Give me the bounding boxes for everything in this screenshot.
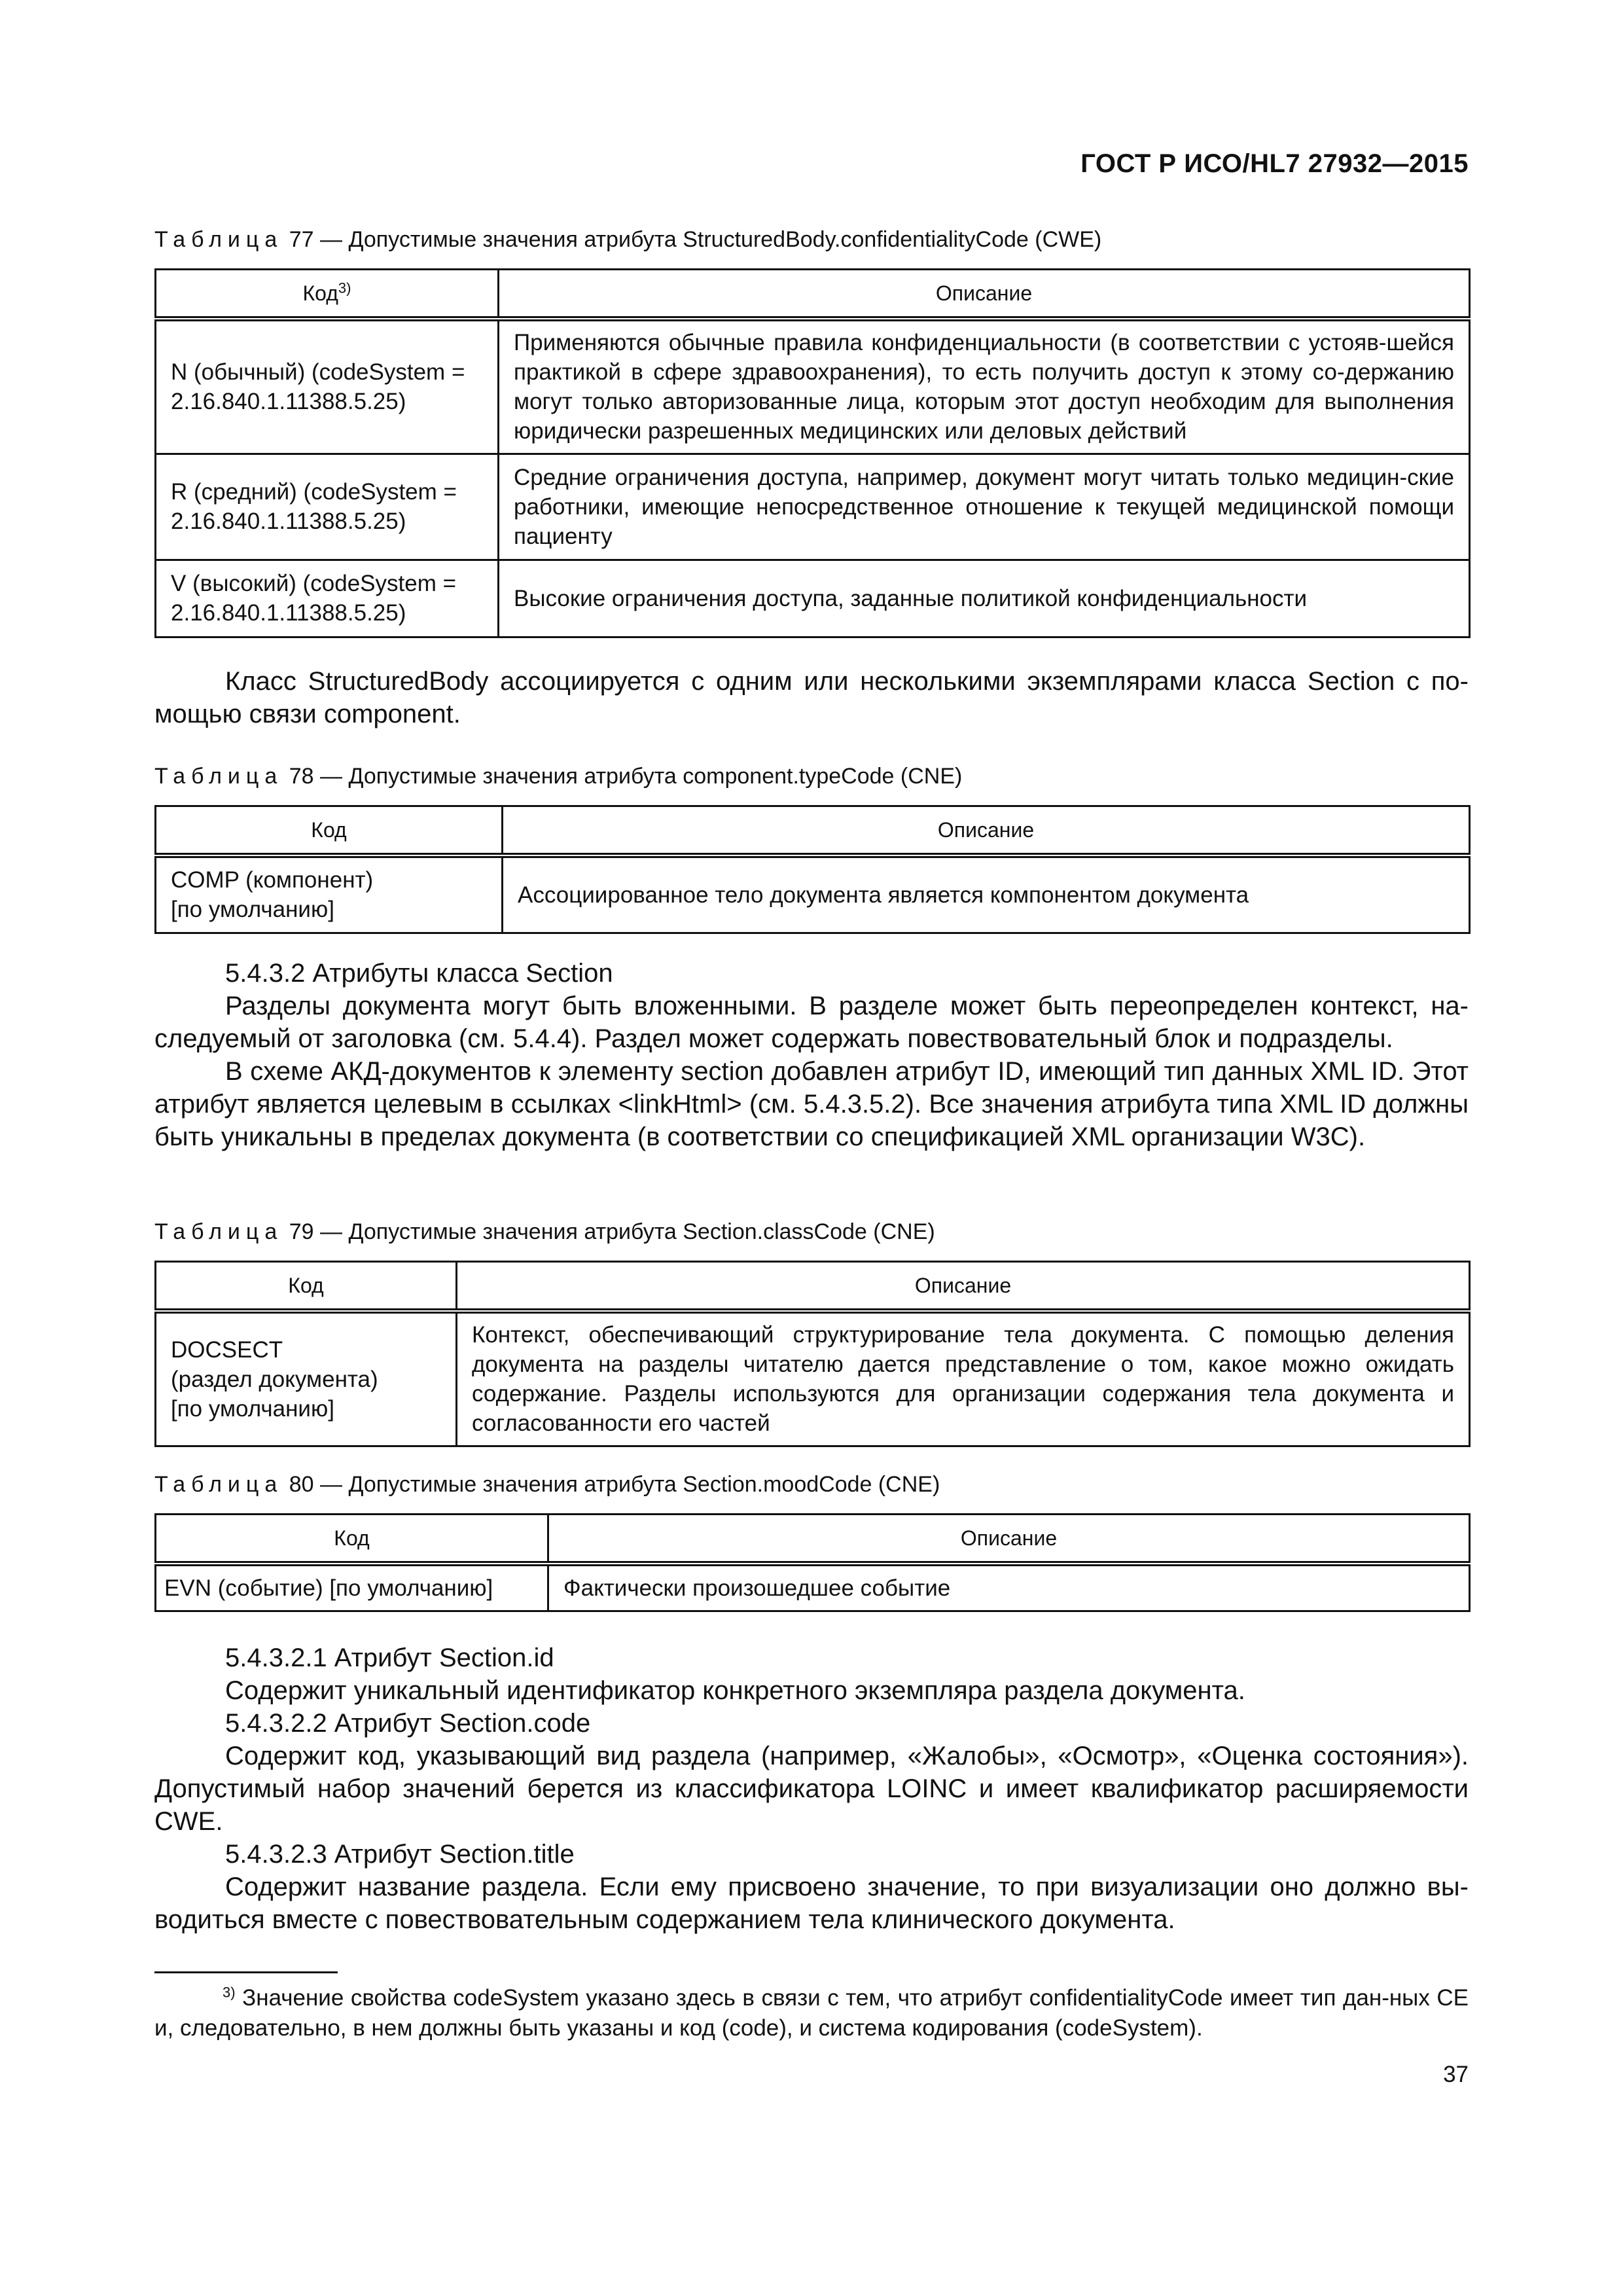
table-row <box>156 1311 1470 1446</box>
column-header-description: Описание <box>548 1515 1470 1564</box>
table-caption-label: Таблица <box>154 1472 283 1497</box>
section-heading: 5.4.3.2 Атрибуты класса Section <box>225 959 613 988</box>
code-cell: V (высокий) (codeSystem = 2.16.840.1.11388.5.25) <box>156 560 499 637</box>
description-cell: Высокие ограничения доступа, заданные политикой конфиденциальности <box>499 560 1470 637</box>
table-header-row <box>156 1515 1470 1564</box>
table-caption-label: Таблица <box>154 1219 283 1244</box>
footnote-mark: 3) <box>223 1984 236 2001</box>
paragraph-structured-body: Класс StructuredBody ассоциируется с одним или несколькими экземплярами класса Section с по-мощью связи component. <box>154 667 1469 728</box>
table-header-row <box>156 1262 1470 1312</box>
table-caption-text: 80 — Допустимые значения атрибута Section.moodCode (CNE) <box>283 1472 940 1497</box>
section-heading: 5.4.3.2.1 Атрибут Section.id <box>225 1643 554 1672</box>
table-caption-label: Таблица <box>154 227 283 252</box>
table-78-caption <box>154 763 962 789</box>
table-80 <box>154 1513 1471 1612</box>
table-80-caption <box>154 1471 940 1498</box>
section-attributes <box>154 1641 1469 1936</box>
paragraph: В схеме АКД-документов к элементу section добавлен атрибут ID, имеющий тип данных XML ID. Этот атрибут является целевым в ссылках <linkHtml> (см. 5.4.3.5.2). Все значения атрибута типа XML ID должны быть уникальны в пределах документа (в соответствии со спецификацией XML организации W3C). <box>154 1057 1469 1151</box>
footnote <box>154 1983 1469 2043</box>
column-header-code: Код <box>156 1262 457 1312</box>
table-caption-text: 77 — Допустимые значения атрибута StructuredBody.confidentialityCode (CWE) <box>283 227 1102 252</box>
code-cell: N (обычный) (codeSystem = 2.16.840.1.11388.5.25) <box>156 319 499 454</box>
table-row <box>156 454 1470 560</box>
table-79-caption <box>154 1219 935 1245</box>
description-cell: Фактически произошедшее событие <box>548 1564 1470 1611</box>
code-cell: COMP (компонент) [по умолчанию] <box>156 855 503 933</box>
paragraph: Содержит название раздела. Если ему присвоено значение, то при визуализации оно должно вы-водиться вместе с повествовательным содержанием тела клинического документа. <box>154 1873 1469 1934</box>
footnote-ref: 3) <box>338 279 351 296</box>
table-77 <box>154 268 1471 638</box>
table-header-row <box>156 806 1470 856</box>
footnote-separator <box>154 1971 338 1973</box>
table-header-row <box>156 270 1470 319</box>
column-header-description: Описание <box>499 270 1470 319</box>
table-79 <box>154 1261 1471 1447</box>
table-caption-text: 79 — Допустимые значения атрибута Section.classCode (CNE) <box>283 1219 935 1244</box>
code-cell: DOCSECT (раздел документа) [по умолчанию] <box>156 1311 457 1446</box>
column-header-code: Код$^{3)}$ <box>156 270 499 319</box>
section-heading: 5.4.3.2.2 Атрибут Section.code <box>225 1709 591 1738</box>
page-number: 37 <box>1443 2062 1469 2087</box>
description-cell: Средние ограничения доступа, например, документ могут читать только медицин-ские работники, имеющие непосредственное отношение к текущей медицинской помощи пациенту <box>499 454 1470 560</box>
standard-header: ГОСТ Р ИСО/HL7 27932—2015 <box>1080 149 1469 178</box>
column-header-description: Описание <box>503 806 1470 856</box>
section-5-4-3-2 <box>154 957 1469 1153</box>
code-cell: R (средний) (codeSystem = 2.16.840.1.11388.5.25) <box>156 454 499 560</box>
table-caption-label: Таблица <box>154 764 283 789</box>
table-row <box>156 560 1470 637</box>
paragraph: Содержит код, указывающий вид раздела (например, «Жалобы», «Осмотр», «Оценка состояния»). Допустимый набор значений берется из классификатора LOINC и имеет квалификатор расширяемости CWE. <box>154 1742 1469 1836</box>
description-cell: Контекст, обеспечивающий структурирование тела документа. С помощью деления документа на разделы читателю дается представление о том, какое можно ожидать содержание. Разделы используются для организации содержания тела документа и согласованности его частей <box>457 1311 1470 1446</box>
paragraph: Разделы документа могут быть вложенными. В разделе может быть переопределен контекст, на-следуемый от заголовка (см. 5.4.4). Раздел может содержать повествовательный блок и подразделы. <box>154 992 1469 1053</box>
table-77-caption <box>154 226 1101 253</box>
description-cell: Ассоциированное тело документа является компонентом документа <box>503 855 1470 933</box>
column-header-description: Описание <box>457 1262 1470 1312</box>
column-header-code: Код <box>156 1515 548 1564</box>
footnote-text: Значение свойства codeSystem указано здесь в связи с тем, что атрибут confidentialityCode имеет тип дан-ных CE и, следовательно, в нем должны быть указаны и код (code), и система кодирования (codeSystem). <box>154 1985 1469 2041</box>
table-78 <box>154 805 1471 934</box>
section-heading: 5.4.3.2.3 Атрибут Section.title <box>225 1840 575 1869</box>
description-cell: Применяются обычные правила конфиденциальности (в соответствии с устояв-шейся практикой в сфере здравоохранения), то есть получить доступ к этому со-держанию могут только авторизованные лица, которым этот доступ необходим для выполнения юридически разрешенных медицинских или деловых действий <box>499 319 1470 454</box>
table-caption-text: 78 — Допустимые значения атрибута component.typeCode (CNE) <box>283 764 963 789</box>
column-header-code: Код <box>156 806 503 856</box>
paragraph: Содержит уникальный идентификатор конкретного экземпляра раздела документа. <box>225 1676 1245 1705</box>
table-row <box>156 855 1470 933</box>
table-row <box>156 1564 1470 1611</box>
table-row <box>156 319 1470 454</box>
code-cell: EVN (событие) [по умолчанию] <box>156 1564 548 1611</box>
